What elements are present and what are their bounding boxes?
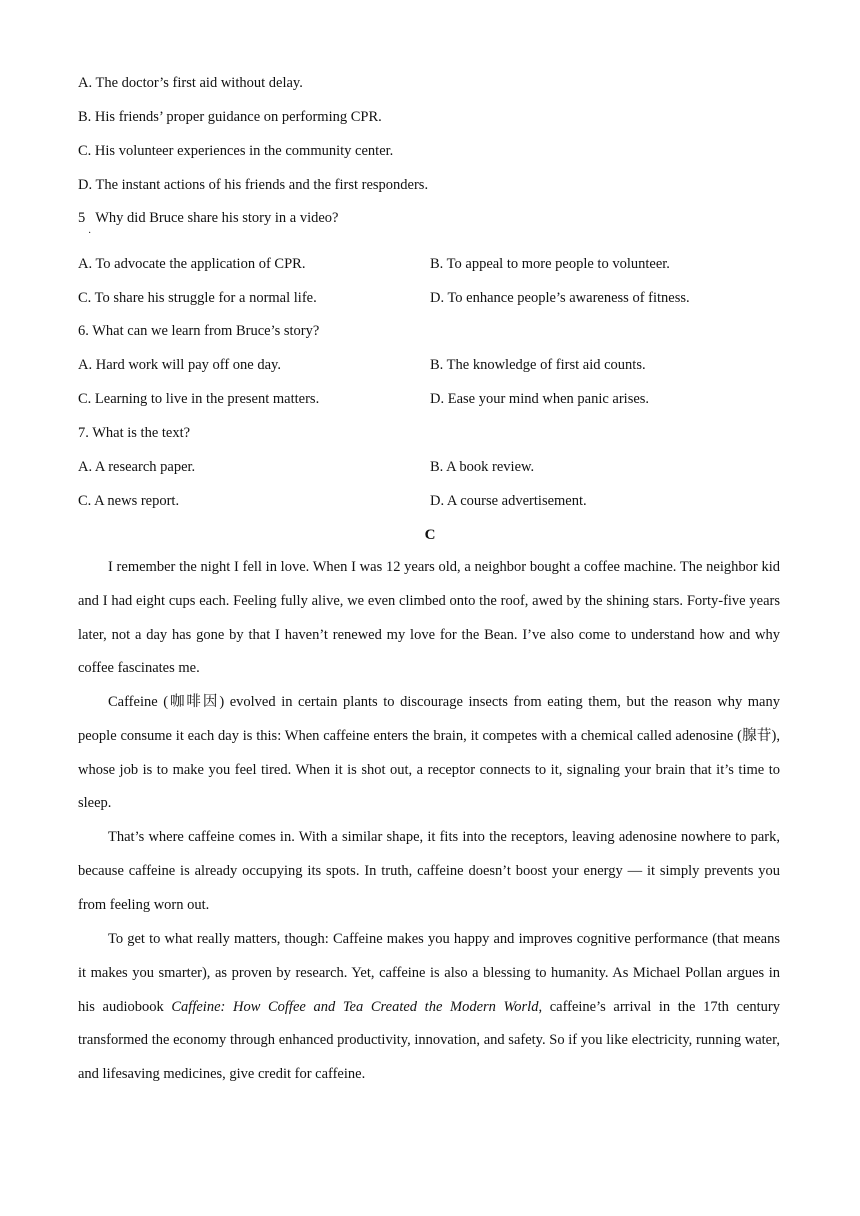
q7-option-c: C. A news report. — [78, 493, 180, 509]
q4-option-a: A. The doctor’s first aid without delay. — [78, 75, 303, 91]
paragraph-4-text-end: , caffeine’s arrival in the 17th century transformed the economy through enhanced productivity, innovation, and safety. So if you like electricity, running water, and lifesaving medicines, give credit for caffeine. — [78, 998, 780, 1083]
q5-option-c: C. To share his struggle for a normal life. — [78, 290, 317, 306]
q4-option-c: C. His volunteer experiences in the community center. — [78, 143, 394, 159]
q6-option-c: C. Learning to live in the present matters. — [78, 391, 320, 407]
passage-paragraph-4 — [78, 923, 780, 1092]
section-c-heading: C — [424, 527, 436, 543]
paragraph-4-text-start: To get to what really matters, though: Caffeine makes you happy and improves cognitive performance (that means it makes you smarter), as proven by research. Yet, caffeine is also a blessing to humanity. As Michael Pollan argues in his audiobook — [78, 931, 780, 1015]
q4-option-b: B. His friends’ proper guidance on performing CPR. — [78, 109, 382, 125]
passage-paragraph-2: Caffeine (咖啡因) evolved in certain plants to discourage insects from eating them, but the reason why many people consume it each day is this: When caffeine enters the brain, it competes with a chemical called adenosine (腺苷), whose job is to make you feel tired. When it is shot out, a receptor connects to it, signaling your brain that it’s time to sleep. — [78, 694, 780, 812]
q5-number-dot: · — [88, 228, 92, 239]
q7-option-d: D. A course advertisement. — [430, 493, 587, 509]
q4-option-d: D. The instant actions of his friends and the first responders. — [78, 177, 429, 193]
q7-question: 7. What is the text? — [78, 425, 191, 441]
q5-question — [78, 209, 338, 227]
q6-option-d: D. Ease your mind when panic arises. — [430, 391, 650, 407]
q5-option-a: A. To advocate the application of CPR. — [78, 256, 306, 272]
q6-question: 6. What can we learn from Bruce’s story? — [78, 323, 320, 339]
q5-stem: Why did Bruce share his story in a video? — [95, 210, 339, 226]
q6-option-b: B. The knowledge of first aid counts. — [430, 357, 646, 373]
q5-option-d: D. To enhance people’s awareness of fitness. — [430, 290, 690, 306]
q7-option-a: A. A research paper. — [78, 459, 196, 475]
audiobook-title: Caffeine: How Coffee and Tea Created the Modern World — [171, 998, 539, 1015]
q5-number: 5 — [78, 210, 86, 226]
passage-paragraph-1: I remember the night I fell in love. When I was 12 years old, a neighbor bought a coffee machine. The neighbor kid and I had eight cups each. Feeling fully alive, we even climbed onto the roof, awed by the shining stars. Forty-five years later, not a day has gone by that I haven’t renewed my love for the Bean. I’ve also come to understand how and why coffee fascinates me. — [78, 559, 780, 677]
q6-option-a: A. Hard work will pay off one day. — [78, 357, 281, 373]
passage-paragraph-3: That’s where caffeine comes in. With a similar shape, it fits into the receptors, leaving adenosine nowhere to park, because caffeine is already occupying its spots. In truth, caffeine doesn’t boost your energy — it simply prevents you from feeling worn out. — [78, 829, 780, 913]
q5-option-b: B. To appeal to more people to volunteer. — [430, 256, 670, 272]
q7-option-b: B. A book review. — [430, 459, 535, 475]
